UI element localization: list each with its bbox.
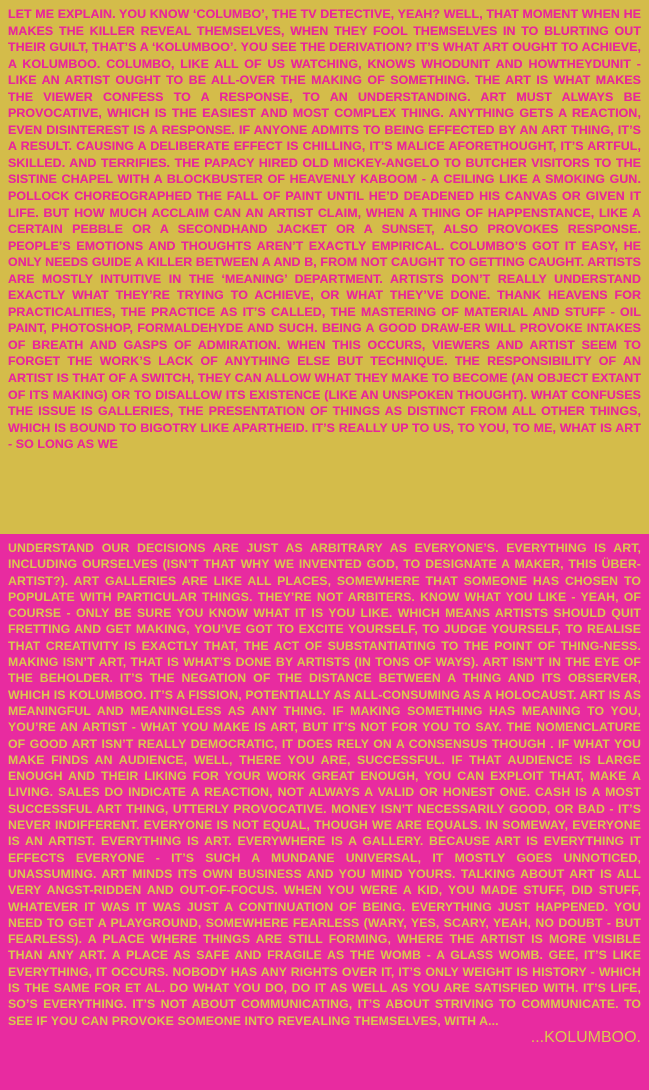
panel-bottom-tail: ...KOLUMBOO. [530, 1028, 641, 1046]
panel-bottom [0, 534, 649, 1090]
panel-bottom-text: UNDERSTAND OUR DECISIONS ARE JUST AS ARBITRARY AS EVERYONE’S. EVERYTHING IS ART, INCLUDING OURSELVES (ISN’T THAT WHY WE INVENTED GOD, TO DESIGNATE A MAKER, THIS ÜBER-ARTIST?). ART GALLERIES ARE LIKE ALL PLACES, SOMEWHERE THAT SOMEONE HAS CHOSEN TO POPULATE WITH PARTICULAR THINGS. THEY’RE NOT ARBITERS. KNOW WHAT YOU LIKE - YEAH, OF COURSE - ONLY BE SURE YOU KNOW WHAT IT IS YOU LIKE. WHICH MEANS ARTISTS SHOULD QUIT FRETTING AND GET MAKING, YOU’VE GOT TO EXCITE YOURSELF, TO JUDGE YOURSELF, TO REALISE THAT CREATIVITY IS EXACTLY THAT, THE ACT OF SUBSTANTIATING TO THE POINT OF THING-NESS. MAKING ISN’T ART, THAT IS WHAT’S DONE BY ARTISTS (IN TONS OF WAYS). ART ISN’T IN THE EYE OF THE BEHOLDER. IT’S THE NEGATION OF THE DISTANCE BETWEEN A THING AND ITS OBSERVER, WHICH IS KOLUMBOO. IT’S A FISSION, POTENTIALLY AS ALL-CONSUMING AS A HOLOCAUST. ART IS AS MEANINGFUL AND MEANINGLESS AS ANY THING. IF MAKING SOMETHING HAS MEANING TO YOU, YOU’RE AN ARTIST - WHAT YOU MAKE IS ART, BUT IT’S NOT FOR YOU TO SAY. THE NOMENCLATURE OF GOOD ART ISN’T REALLY DEMOCRATIC, IT DOES RELY ON A CONSENSUS THOUGH . IF WHAT YOU MAKE FINDS AN AUDIENCE, WELL, THERE YOU ARE, SUCCESSFUL. IF THAT AUDIENCE IS LARGE ENOUGH AND THEIR LIKING FOR YOUR WORK GREAT ENOUGH, YOU CAN EXPLOIT THAT, MAKE A LIVING. SALES DO INDICATE A REACTION, NOT ALWAYS A VALID OR HONEST ONE. CASH IS A MOST SUCCESSFUL ART THING, UTTERLY PROVOCATIVE. MONEY ISN’T NECESSARILY GOOD, OR BAD - IT’S NEVER INDIFFERENT. EVERYONE IS NOT EQUAL, THOUGH WE ARE EQUALS. IN SOMEWAY, EVERYONE IS AN ARTIST. EVERYTHING IS ART. EVERYWHERE IS A GALLERY. BECAUSE ART IS EVERYTHING IT EFFECTS EVERYONE - IT’S SUCH A MUNDANE UNIVERSAL, IT MOSTLY GOES UNNOTICED, UNASSUMING. ART MINDS ITS OWN BUSINESS AND YOU MIND YOURS. TALKING ABOUT ART IS ALL VERY ANGST-RIDDEN AND OUT-OF-FOCUS. WHEN YOU WERE A KID, YOU MADE STUFF, DID STUFF, WHATEVER IT WAS IT WAS JUST A CONTINUATION OF BEING. EVERYTHING JUST HAPPENED. YOU NEED TO GET A PLAYGROUND, SOMEWHERE FEARLESS (WARY, YES, SCARY, YEAH, NO DOUBT - BUT FEARLESS). A PLACE WHERE THINGS ARE STILL FORMING, WHERE THE ARTIST IS MORE VISIBLE THAN ANY ART. A PLACE AS SAFE AND FRAGILE AS THE WOMB - A GLASS WOMB. GEE, IT’S LIKE EVERYTHING, IT OCCURS. NOBODY HAS ANY RIGHTS OVER IT, IT’S ONLY WEIGHT IS HISTORY - WHICH IS THE SAME FOR ET AL. DO WHAT YOU DO, DO IT AS WELL AS YOU ARE SATISFIED WITH. IT’S LIFE, SO’S EVERYTHING. IT’S NOT ABOUT COMMUNICATING, IT’S ABOUT STRIVING TO COMMUNICATE. TO SEE IF YOU CAN PROVOKE SOMEONE INTO REVEALING THEMSELVES, WITH A... [8, 541, 641, 1028]
panel-top-text: LET ME EXPLAIN. YOU KNOW ‘COLUMBO’, THE TV DETECTIVE, YEAH? WELL, THAT MOMENT WHEN HE MAKES THE KILLER REVEAL THEMSELVES, WHEN THEY FOOL THEMSELVES IN TO BLURTING OUT THEIR GUILT, THAT’S A ‘KOLUMBOO’. YOU SEE THE DERIVATION? IT’S WHAT ART OUGHT TO ACHIEVE, A KOLUMBOO. COLUMBO, LIKE ALL OF US WATCHING, KNOWS WHODUNIT AND HOWTHEYDUNIT - LIKE AN ARTIST OUGHT TO BE ALL-OVER THE MAKING OF SOMETHING. THE ART IS WHAT MAKES THE VIEWER CONFESS TO A RESPONSE, TO AN UNDERSTANDING. ART MUST ALWAYS BE PROVOCATIVE, WHICH IS THE EASIEST AND MOST COMPLEX THING. ANYTHING GETS A REACTION, EVEN DISINTEREST IS A RESPONSE. IF ANYONE ADMITS TO BEING EFFECTED BY AN ART THING, IT’S A RESULT. CAUSING A DELIBERATE EFFECT IS CHILLING, IT’S MALICE AFORETHOUGHT, IT’S ARTFUL, SKILLED. AND TERRIFIES. THE PAPACY HIRED OLD MICKEY-ANGELO TO BUTCHER VISITORS TO THE SISTINE CHAPEL WITH A BLOCKBUSTER OF HEAVENLY KABOOM - A CEILING LIKE A SMOKING GUN. POLLOCK CHOREOGRAPHED THE FALL OF PAINT UNTIL HE’D DEADENED HIS CANVAS OR GIVEN IT LIFE. BUT HOW MUCH ACCLAIM CAN AN ARTIST CLAIM, WHEN A THING OF HAPPENSTANCE, LIKE A CERTAIN PEBBLE OR A SECONDHAND JACKET OR A SUNSET, ALSO PROVOKES RESPONSE. PEOPLE’S EMOTIONS AND THOUGHTS AREN’T EXACTLY EMPIRICAL. COLUMBO’S GOT IT EASY, HE ONLY NEEDS GUIDE A KILLER BETWEEN A AND B, FROM NOT CAUGHT TO GETTING CAUGHT. ARTISTS ARE MOSTLY INTUITIVE IN THE ‘MEANING’ DEPARTMENT. ARTISTS DON’T REALLY UNDERSTAND EXACTLY WHAT THEY’RE TRYING TO ACHIEVE, OR WHAT THEY’VE DONE. THANK HEAVENS FOR PRACTICALITIES, THE PRACTICE AS IT’S CALLED, THE MASTERING OF MATERIAL AND STUFF - OIL PAINT, PHOTOSHOP, FORMALDEHYDE AND SUCH. BEING A GOOD DRAW-ER WILL PROVOKE INTAKES OF BREATH AND GASPS OF ADMIRATION. WHEN THIS OCCURS, VIEWERS AND ARTIST SEEM TO FORGET THE WORK’S LACK OF ANYTHING ELSE BUT TECHNIQUE. THE RESPONSIBILITY OF AN ARTIST IS THAT OF A SWITCH, THEY CAN ALLOW WHAT THEY MAKE TO BECOME (AN OBJECT EXTANT OF ITS MAKING) OR TO DISALLOW ITS EXISTENCE (LIKE AN UNSPOKEN THOUGHT). WHAT CONFUSES THE ISSUE IS GALLERIES, THE PRESENTATION OF THINGS AS DISTINCT FROM ALL OTHER THINGS, WHICH IS BOUND TO BIGOTRY LIKE APARTHEID. IT’S REALLY UP TO US, TO YOU, TO ME, WHAT IS ART - SO LONG AS WE [8, 7, 641, 452]
panel-top [0, 0, 649, 534]
